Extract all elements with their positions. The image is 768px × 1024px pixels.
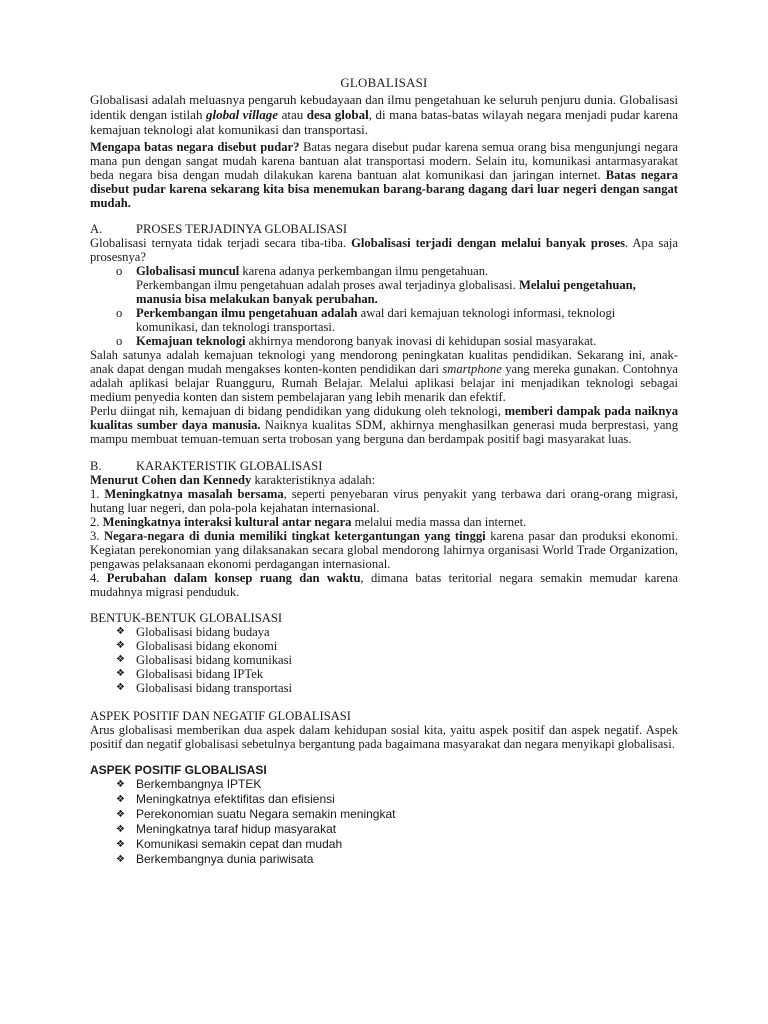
list-item: [90, 306, 678, 334]
circle-bullet-icon: o: [116, 306, 123, 320]
diamond-bullet-icon: ❖: [116, 854, 125, 865]
text-run: Salah satunya adalah kemajuan teknologi yang mendorong peningkatan kualitas pendidikan. Sekarang ini, anak-anak dapat dengan mudah mengakses konten-konten pendidikan dari: [90, 348, 678, 376]
section-title: KARAKTERISTIK GLOBALISASI: [136, 459, 323, 473]
diamond-bullet-icon: ❖: [116, 779, 125, 790]
item-number: 1.: [90, 487, 105, 501]
item-number: 4.: [90, 571, 107, 585]
text-run: Globalisasi ternyata tidak terjadi secara tiba-tiba.: [90, 236, 352, 250]
diamond-bullet-icon: ❖: [116, 626, 125, 637]
text-run: atau: [278, 107, 307, 122]
text-run: akhirnya mendorong banyak inovasi di kehidupan sosial masyarakat.: [245, 334, 597, 348]
circle-bullet-icon: o: [116, 264, 123, 278]
diamond-bullet-icon: ❖: [116, 640, 125, 651]
bentuk-heading: BENTUK-BENTUK GLOBALISASI: [90, 611, 283, 625]
circle-bullet-icon: o: [116, 334, 123, 348]
characteristic-item: [90, 515, 678, 529]
diamond-bullet-icon: ❖: [116, 824, 125, 835]
emphasis-text: Perubahan dalam konsep ruang dan waktu: [106, 571, 361, 585]
question-text: Mengapa batas negara disebut pudar?: [90, 140, 300, 154]
list-item: [90, 653, 678, 667]
intro-paragraph-1: [90, 92, 678, 137]
characteristic-item: [90, 571, 678, 599]
list-item-text: Meningkatnya efektifitas dan efisiensi: [136, 792, 335, 806]
section-b-heading: [90, 459, 678, 473]
aspek-paragraph: Arus globalisasi memberikan dua aspek dalam kehidupan sosial kita, yaitu aspek positif dan aspek negatif. Aspek positif dan negatif globalisasi sebetulnya bergantung pada bagaimana masyarakat dan negara menyikapi globalisasi.: [90, 723, 678, 751]
list-item-text: Globalisasi bidang transportasi: [136, 681, 292, 695]
emphasis-text: Melalui pengetahuan, manusia bisa melakukan banyak perubahan.: [136, 278, 636, 306]
intro-paragraph-2: [90, 140, 678, 210]
emphasis-text: Meningkatnya interaksi kultural antar negara: [102, 515, 352, 529]
diamond-bullet-icon: ❖: [116, 839, 125, 850]
section-number: A.: [90, 222, 103, 236]
emphasis-text: memberi dampak pada naiknya kualitas sumber daya manusia.: [90, 404, 678, 432]
characteristic-item: [90, 487, 678, 515]
emphasis-text: Globalisasi muncul: [136, 264, 240, 278]
positif-heading: ASPEK POSITIF GLOBALISASI: [90, 763, 267, 777]
diamond-bullet-icon: ❖: [116, 668, 125, 679]
document-content: [90, 76, 678, 867]
list-item: [90, 667, 678, 681]
list-item: [90, 792, 678, 807]
emphasis-text: Globalisasi terjadi dengan melalui banyak proses: [351, 236, 625, 250]
list-item-text: [136, 264, 678, 306]
bentuk-list: [90, 625, 678, 695]
term-smartphone: smartphone: [442, 362, 502, 376]
text-run: karena pasar dan produksi ekonomi. Kegiatan perekonomian yang dilaksanakan secara global mendorong lahirnya organisasi World Trade Organization, pengawas pelaksanaan ekonomi perdagangan internasional.: [90, 529, 679, 571]
list-item: [90, 625, 678, 639]
list-item: [90, 852, 678, 867]
list-item-text: Globalisasi bidang budaya: [136, 625, 270, 639]
item-number: 3.: [90, 529, 104, 543]
section-a-heading: [90, 222, 678, 236]
list-item-text: Globalisasi bidang komunikasi: [136, 653, 293, 667]
list-item: [90, 264, 678, 306]
diamond-bullet-icon: ❖: [116, 794, 125, 805]
section-number: B.: [90, 459, 102, 473]
list-item: [90, 777, 678, 792]
emphasis-text: Batas negara disebut pudar karena sekarang kita bisa menemukan barang-barang dagang dari luar negeri dengan sangat mudah.: [90, 168, 679, 210]
text-run: karakteristiknya adalah:: [251, 473, 376, 487]
text-run: . Apa saja prosesnya?: [90, 236, 678, 264]
diamond-bullet-icon: ❖: [116, 654, 125, 665]
list-item-text: Berkembangnya dunia pariwisata: [136, 852, 314, 866]
list-item: [90, 639, 678, 653]
emphasis-text: Menurut Cohen dan Kennedy: [90, 473, 252, 487]
list-item: [90, 681, 678, 695]
section-b-intro: [90, 473, 678, 487]
emphasis-text: Kemajuan teknologi: [136, 334, 246, 348]
list-item-text: Globalisasi bidang ekonomi: [136, 639, 278, 653]
diamond-bullet-icon: ❖: [116, 809, 125, 820]
list-item-text: Perekonomian suatu Negara semakin meningkat: [136, 807, 396, 821]
item-number: 2.: [90, 515, 103, 529]
text-run: , di mana batas-batas wilayah negara menjadi pudar karena kemajuan teknologi alat komunikasi dan transportasi.: [90, 107, 679, 137]
list-item: [90, 807, 678, 822]
list-item: [90, 837, 678, 852]
emphasis-text: Meningkatnya masalah bersama: [104, 487, 284, 501]
list-item-text: [136, 306, 678, 334]
process-list: [90, 264, 678, 348]
text-run: Globalisasi adalah meluasnya pengaruh kebudayaan dan ilmu pengetahuan ke seluruh penjuru dunia. Globalisasi identik dengan istilah: [90, 92, 678, 122]
document-title: GLOBALISASI: [340, 76, 428, 90]
emphasis-text: Perkembangan ilmu pengetahuan adalah: [136, 306, 358, 320]
term-global-village: global village: [205, 107, 279, 122]
text-run: yang mereka gunakan. Contohnya adalah aplikasi belajar Ruangguru, Rumah Belajar. Melalui aplikasi belajar ini menjadikan teknologi sebagai medium penyedia konten dan sistem pembelajaran yang lebih menarik dan efektif.: [90, 362, 678, 404]
text-run: melalui media massa dan internet.: [351, 515, 527, 529]
term-desa-global: desa global: [306, 107, 369, 122]
list-item-text: [136, 334, 678, 348]
text-run: Naiknya kualitas SDM, akhirnya menghasilkan generasi muda berprestasi, yang mampu membuat temuan-temuan serta trobosan yang berguna dan berdampak positif bagi masyarakat luas.: [90, 418, 678, 446]
list-item-text: Berkembangnya IPTEK: [136, 777, 262, 791]
positif-list: [90, 777, 678, 867]
text-run: awal dari kemajuan teknologi informasi, teknologi komunikasi, dan teknologi transportasi.: [136, 306, 616, 334]
text-run: Batas negara disebut pudar karena semua orang bisa mengunjungi negara mana pun dengan sangat mudah karena bantuan alat transportasi modern. Selain itu, komunikasi antarmasyarakat beda negara bisa dengan mudah dilakukan karena bantuan alat komunikasi dan jaringan internet.: [90, 140, 678, 182]
section-a-paragraph-3: [90, 404, 678, 446]
list-item: [90, 334, 678, 348]
text-run: , dimana batas teritorial negara semakin memudar karena mudahnya migrasi penduduk.: [90, 571, 678, 599]
list-item-text: Globalisasi bidang IPTek: [136, 667, 264, 681]
aspek-heading: ASPEK POSITIF DAN NEGATIF GLOBALISASI: [90, 709, 351, 723]
text-run: Perkembangan ilmu pengetahuan adalah proses awal terjadinya globalisasi.: [136, 278, 519, 292]
text-run: karena adanya perkembangan ilmu pengetahuan.: [239, 264, 489, 278]
list-item-text: Meningkatnya taraf hidup masyarakat: [136, 822, 337, 836]
emphasis-text: Negara-negara di dunia memiliki tingkat ketergantungan yang tinggi: [104, 529, 486, 543]
diamond-bullet-icon: ❖: [116, 682, 125, 693]
list-item-text: Komunikasi semakin cepat dan mudah: [136, 837, 343, 851]
text-run: , seperti penyebaran virus penyakit yang terbawa dari orang-orang migrasi, hutang luar negeri, dan pola-pola kejahatan internasional.: [90, 487, 678, 515]
section-title: PROSES TERJADINYA GLOBALISASI: [136, 222, 348, 236]
section-a-paragraph-2: [90, 348, 678, 404]
text-run: Perlu diingat nih, kemajuan di bidang pendidikan yang didukung oleh teknologi,: [90, 404, 505, 418]
characteristic-item: [90, 529, 678, 571]
section-a-intro: [90, 236, 678, 264]
list-item: [90, 822, 678, 837]
